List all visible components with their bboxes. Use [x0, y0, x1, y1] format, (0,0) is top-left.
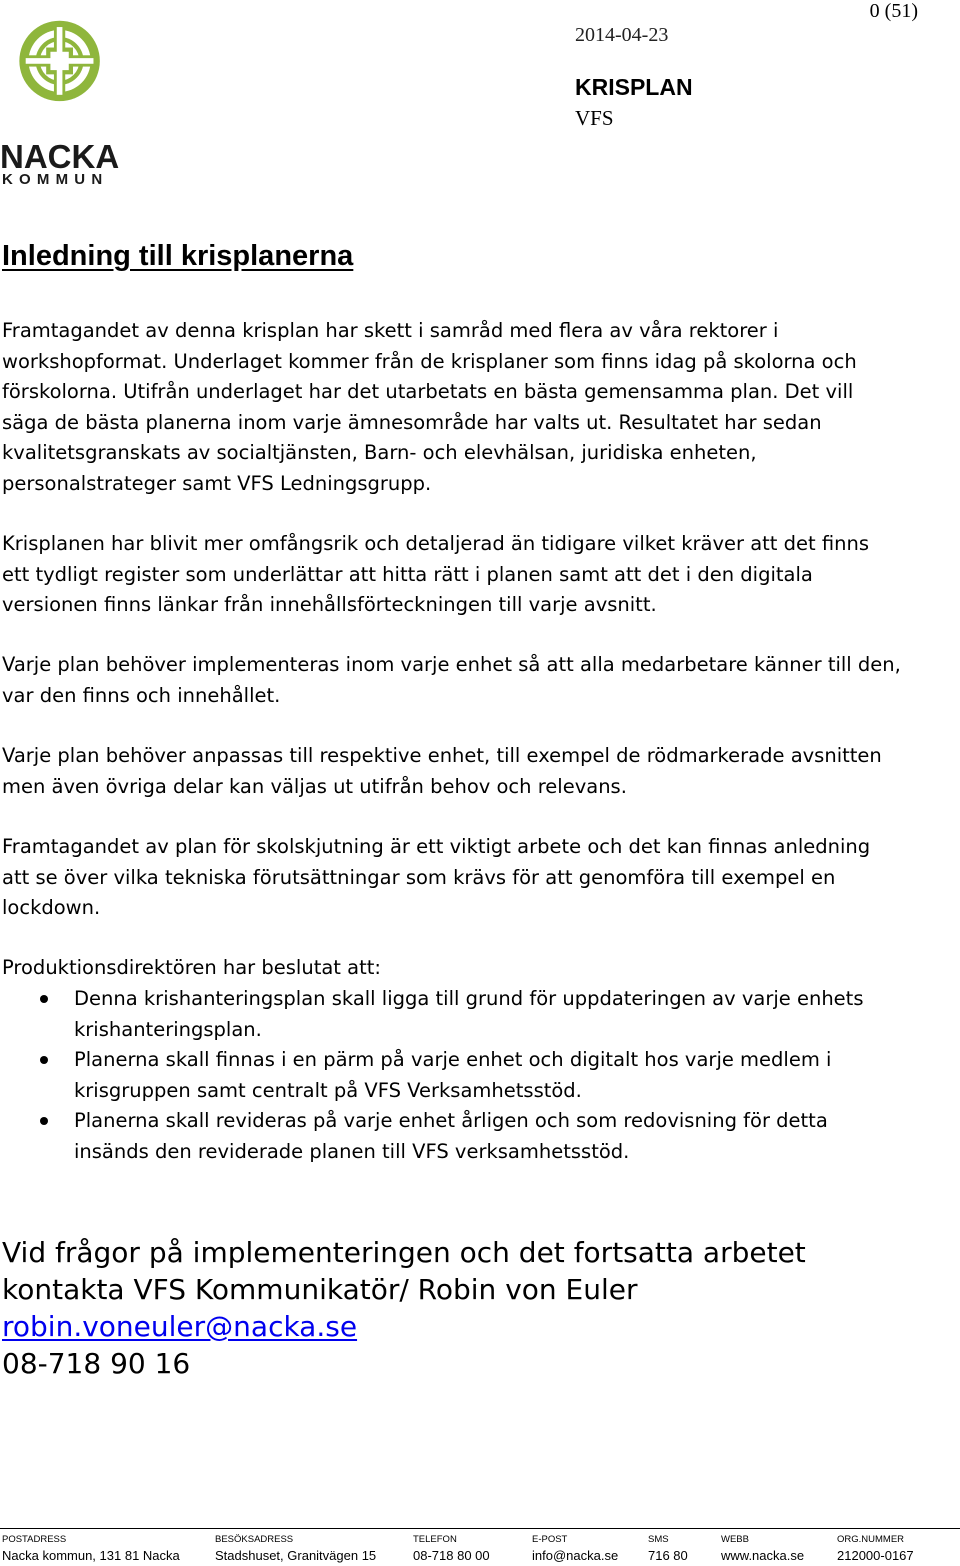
contact-line-2: kontakta VFS Kommunikatör/ Robin von Euler	[2, 1273, 638, 1306]
logo-text-nacka: NACKA	[0, 138, 120, 175]
document-date: 2014-04-23	[575, 24, 669, 46]
footer-telefon: TELEFON 08-718 80 00	[413, 1534, 490, 1563]
footer-divider	[0, 1528, 960, 1529]
document-subtitle: VFS	[575, 106, 614, 130]
paragraph-adapt: Varje plan behöver anpassas till respektive enhet, till exempel de rödmarkerade avsnitten men även övriga delar kan väljas ut utifrån behov och relevans.	[2, 744, 882, 798]
paragraph-intro: Framtagandet av denna krisplan har skett i samråd med flera av våra rektorer i workshopformat. Underlaget kommer från de krisplaner som finns idag på skolorna och förskolorna. Utifrån underlaget har det utarbetats en bästa gemensamma plan. Det vill säga de bästa planerna inom varje ämnesområde har valts ut. Resultatet har sedan kvalitetsgranskats av socialtjänsten, Barn- och elevhälsan, juridiska enheten, personalstrateger samt VFS Ledningsgrupp.	[2, 319, 857, 495]
logo-text-kommun: KOMMUN	[2, 171, 109, 188]
paragraph-implement: Varje plan behöver implementeras inom varje enhet så att alla medarbetare känner till den, var den finns och innehållet.	[2, 653, 901, 707]
list-item: Planerna skall finnas i en pärm på varje enhet och digitalt hos varje medlem i krisgruppen samt centralt på VFS Verksamhetsstöd.	[2, 1045, 882, 1106]
nacka-logo-icon	[0, 20, 122, 140]
footer	[0, 1533, 960, 1563]
decision-list	[2, 984, 882, 1167]
contact-phone: 08-718 90 16	[2, 1347, 191, 1380]
bullet-icon	[40, 1056, 48, 1064]
paragraph-register: Krisplanen har blivit mer omfångsrik och detaljerad än tidigare vilket kräver att det finns ett tydligt register som underlättar att hitta rätt i planen samt att det i den digitala versionen finns länkar från innehållsförteckningen till varje avsnitt.	[2, 532, 870, 616]
bullet-icon	[40, 995, 48, 1003]
footer-sms: SMS 716 80	[648, 1534, 688, 1563]
bullet-icon	[40, 1117, 48, 1125]
paragraph-lockdown: Framtagandet av plan för skolskjutning är ett viktigt arbete och det kan finnas anledning att se över vilka tekniska förutsättningar som krävs för att genomföra till exempel en lockdown.	[2, 835, 871, 919]
section-heading: Inledning till krisplanerna	[2, 240, 354, 272]
footer-epost: E-POST info@nacka.se	[532, 1534, 619, 1563]
document-title: KRISPLAN	[575, 74, 693, 100]
page-number: 0 (51)	[869, 0, 918, 22]
footer-besoksadress: BESÖKSADRESS Stadshuset, Granitvägen 15	[215, 1534, 377, 1563]
list-item: Denna krishanteringsplan skall ligga till grund för uppdateringen av varje enhets krishanteringsplan.	[2, 984, 882, 1045]
footer-postadress: POSTADRESS Nacka kommun, 131 81 Nacka	[2, 1534, 180, 1563]
paragraph-decision: Produktionsdirektören har beslutat att:	[2, 956, 381, 979]
footer-webb: WEBB www.nacka.se	[721, 1534, 805, 1563]
contact-email-link[interactable]: robin.voneuler@nacka.se	[2, 1310, 358, 1343]
list-item: Planerna skall revideras på varje enhet årligen och som redovisning för detta insänds den reviderade planen till VFS verksamhetsstöd.	[2, 1106, 882, 1167]
contact-block	[2, 1234, 922, 1382]
contact-line-1: Vid frågor på implementeringen och det fortsatta arbetet	[2, 1236, 806, 1269]
footer-orgnummer: ORG.NUMMER 212000-0167	[837, 1534, 914, 1563]
